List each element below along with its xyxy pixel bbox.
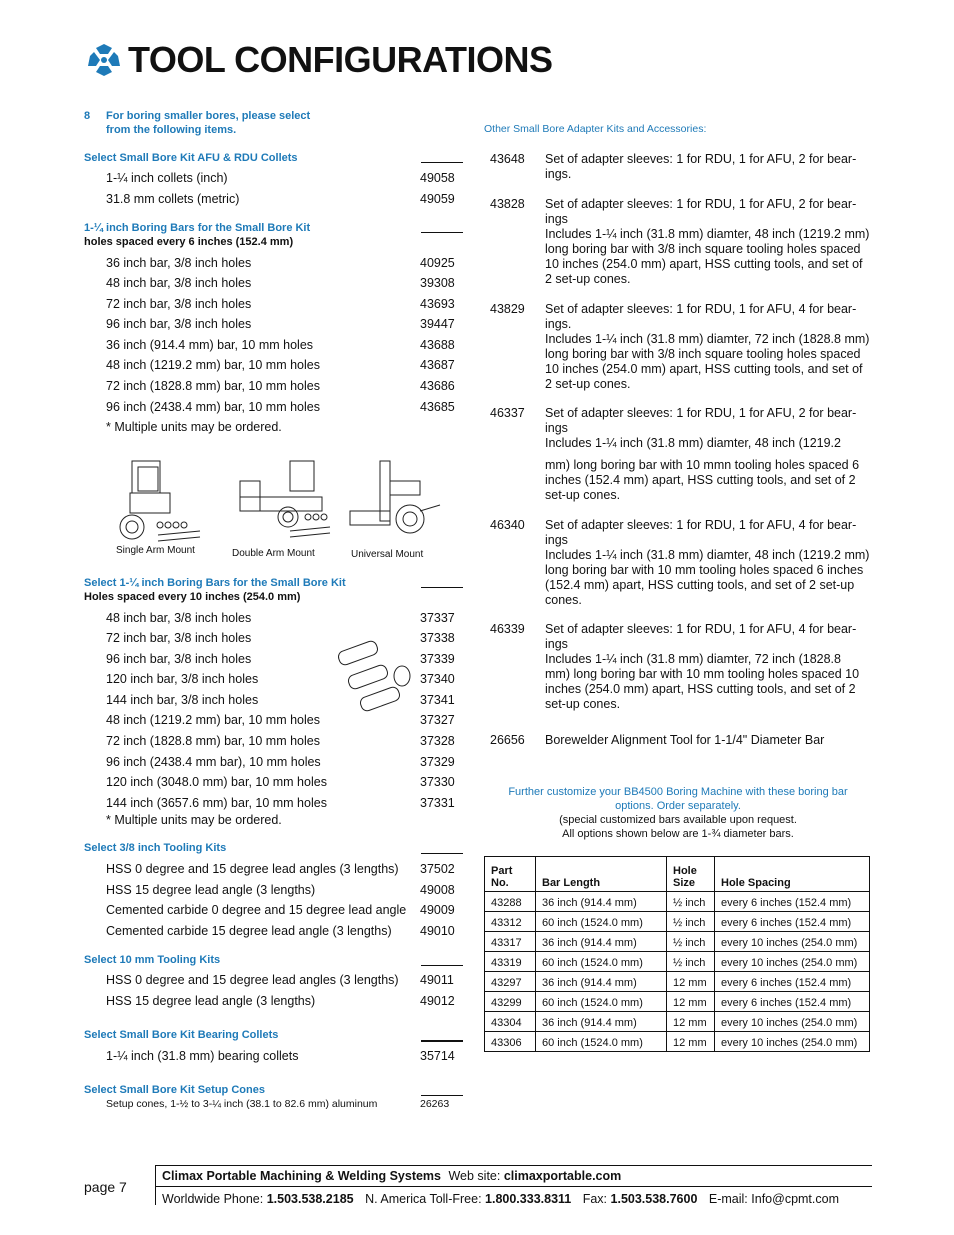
item-part: 49012 <box>420 994 455 1008</box>
col-part: Part No. <box>485 857 536 892</box>
item-part: 37330 <box>420 775 455 789</box>
table-row: 43312 60 inch (1524.0 mm) ½ inch every 6 inches (152.4 mm) <box>485 912 870 932</box>
kit-desc: Set of adapter sleeves: 1 for RDU, 1 for AFU, 4 for bear- ings Includes 1-¼ inch (31.8 mm) diamter, 72 inch (1828.8 mm) long boring bar with 10 mm tooling holes spaced 10 inches (254.0 mm) apart, HSS cutting tools, and set of 2 set-up cones. <box>545 622 860 711</box>
item-part: 43687 <box>420 358 455 372</box>
item-label: 1-¼ inch collets (inch) <box>106 171 228 185</box>
kit-part: 43829 <box>490 302 525 316</box>
item-part: 35714 <box>420 1049 455 1063</box>
item-label: 48 inch bar, 3/8 inch holes <box>106 276 252 290</box>
item-label: 120 inch (3048.0 mm) bar, 10 mm holes <box>106 775 327 789</box>
kit-43648 <box>0 152 900 182</box>
item-label: 48 inch (1219.2 mm) bar, 10 mm holes <box>106 358 320 372</box>
tollfree-number: 1.800.333.8311 <box>485 1192 572 1206</box>
page-title: TOOL CONFIGURATIONS <box>128 39 553 80</box>
footer-contact-line: Worldwide Phone: 1.503.538.2185 N. America Toll-Free: 1.800.333.8311 Fax: 1.503.538.7600 E-mail: Info@cpmt.com <box>162 1192 839 1206</box>
kit-part: 43648 <box>490 152 525 166</box>
right-heading: Other Small Bore Adapter Kits and Accessories: <box>484 123 707 135</box>
item-label: Cemented carbide 15 degree lead angle (3 lengths) <box>106 924 392 938</box>
bars10-subtitle: Holes spaced every 10 inches (254.0 mm) <box>84 591 301 603</box>
item-part: 49011 <box>420 973 454 987</box>
item-label: 36 inch (914.4 mm) bar, 10 mm holes <box>106 338 314 352</box>
item-part: 43685 <box>420 400 455 414</box>
caption-single-arm: Single Arm Mount <box>116 545 195 556</box>
item-part: 49058 <box>420 171 455 185</box>
item-part: 49008 <box>420 883 455 897</box>
item-label: HSS 15 degree lead angle (3 lengths) <box>106 883 316 897</box>
table-row: 43297 36 inch (914.4 mm) 12 mm every 6 inches (152.4 mm) <box>485 972 870 992</box>
item-part: 37328 <box>420 734 455 748</box>
list-item <box>0 993 470 1009</box>
table-row: 43288 36 inch (914.4 mm) ½ inch every 6 inches (152.4 mm) <box>485 892 870 912</box>
item-part: 49010 <box>420 924 455 938</box>
kit-46340 <box>0 518 900 610</box>
note-line-2: from the following items. <box>106 124 237 136</box>
company-name: Climax Portable Machining & Welding Systems <box>162 1169 441 1183</box>
item-label: HSS 0 degree and 15 degree lead angles (3 lengths) <box>106 862 399 876</box>
item-part: 39447 <box>420 317 455 331</box>
list-item <box>0 712 470 728</box>
footer-divider <box>155 1165 156 1205</box>
item-label: 48 inch bar, 3/8 inch holes <box>106 611 252 625</box>
tooling38-rule <box>421 853 463 854</box>
item-label: 144 inch bar, 3/8 inch holes <box>106 693 259 707</box>
customize-note: Further customize your BB4500 Boring Machine with these boring bar options. Order separately. <box>508 786 848 812</box>
tooling10-rule <box>421 965 463 966</box>
item-label: 120 inch bar, 3/8 inch holes <box>106 672 259 686</box>
footnote: * Multiple units may be ordered. <box>106 420 282 434</box>
climax-logo-icon <box>84 40 124 80</box>
caption-double-arm: Double Arm Mount <box>232 548 315 559</box>
item-part: 37338 <box>420 631 455 645</box>
list-item <box>0 754 470 770</box>
kit-desc: Set of adapter sleeves: 1 for RDU, 1 for AFU, 4 for bear- ings Includes 1-¼ inch (31.8 mm) diamter, 48 inch (1219.2 mm) long boring bar with 10 mm tooling holes spaced 6 inches (152.4 mm) apart, HSS cutting tools, and set of 2 set-up cones. <box>545 518 870 607</box>
note-line-1: For boring smaller bores, please select <box>106 110 311 122</box>
tooling10-title: Select 10 mm Tooling Kits <box>84 954 221 966</box>
table-row: 43304 36 inch (914.4 mm) 12 mm every 10 inches (254.0 mm) <box>485 1012 870 1032</box>
item-label: 48 inch (1219.2 mm) bar, 10 mm holes <box>106 713 320 727</box>
kit-part: 26656 <box>490 733 525 747</box>
kit-desc: Set of adapter sleeves: 1 for RDU, 1 for AFU, 2 for bear- ings. <box>545 152 857 181</box>
caption-universal: Universal Mount <box>351 549 424 560</box>
note-number: 8 <box>84 110 91 122</box>
cones-rule <box>421 1095 463 1096</box>
item-label: Setup cones, 1-½ to 3-¼ inch (38.1 to 82.6 mm) aluminum <box>106 1098 378 1110</box>
item-part: 37331 <box>420 796 455 810</box>
bars10-title: Select 1-¼ inch Boring Bars for the Small Bore Kit <box>84 577 346 589</box>
list-item <box>0 795 470 811</box>
footer-rule-mid <box>155 1186 872 1187</box>
item-label: 72 inch bar, 3/8 inch holes <box>106 297 252 311</box>
page-number: page 7 <box>84 1179 127 1195</box>
list-item <box>0 923 470 939</box>
item-part: 37329 <box>420 755 455 769</box>
footer-rule-top <box>155 1165 872 1166</box>
kit-46337 <box>0 406 900 506</box>
collets-title: Select Small Bore Kit AFU & RDU Collets <box>84 152 298 164</box>
kit-desc: Set of adapter sleeves: 1 for RDU, 1 for AFU, 2 for bear- ings Includes 1-¼ inch (31.8 mm) diamter, 48 inch (1219.2 mm) long boring bar with 3/8 inch square tooling holes spaced 10 inches (254.0 mm) apart, HSS cutting tools, and set of 2 set-up cones. <box>545 197 870 286</box>
item-part: 37341 <box>420 693 455 707</box>
fax-number: 1.503.538.7600 <box>610 1192 698 1206</box>
list-item <box>0 861 470 877</box>
item-part: 49059 <box>420 192 455 206</box>
kit-desc: Borewelder Alignment Tool for 1-1/4" Diameter Bar <box>545 733 825 747</box>
item-label: 144 inch (3657.6 mm) bar, 10 mm holes <box>106 796 327 810</box>
item-label: HSS 0 degree and 15 degree lead angles (3 lengths) <box>106 973 399 987</box>
kit-part: 46339 <box>490 622 525 636</box>
table-row: 43299 60 inch (1524.0 mm) 12 mm every 6 inches (152.4 mm) <box>485 992 870 1012</box>
item-part: 40925 <box>420 256 455 270</box>
email-link[interactable]: Info@cpmt.com <box>751 1192 839 1206</box>
list-item <box>0 882 470 898</box>
item-label: 36 inch bar, 3/8 inch holes <box>106 256 252 270</box>
col-length: Bar Length <box>536 857 667 892</box>
item-label: 72 inch bar, 3/8 inch holes <box>106 631 252 645</box>
bars6-subtitle: holes spaced every 6 inches (152.4 mm) <box>84 236 294 248</box>
item-part: 37340 <box>420 672 455 686</box>
item-label: 96 inch bar, 3/8 inch holes <box>106 652 252 666</box>
item-part: 39308 <box>420 276 455 290</box>
kit-43828 <box>0 197 900 289</box>
item-part: 37339 <box>420 652 455 666</box>
kit-part: 46340 <box>490 518 525 532</box>
cones-title: Select Small Bore Kit Setup Cones <box>84 1084 265 1096</box>
list-item <box>0 1048 470 1064</box>
kit-26656 <box>0 733 900 749</box>
item-part: 37337 <box>420 611 455 625</box>
special-note: (special customized bars available upon request. All options shown below are 1-¾ diameter bars. <box>559 814 797 840</box>
kit-desc: Set of adapter sleeves: 1 for RDU, 1 for AFU, 4 for bear- ings. Includes 1-¼ inch (31.8 mm) diamter, 72 inch (1828.8 mm) long boring bar with 3/8 inch square tooling holes spaced 10 inches (254.0 mm) apart, HSS cutting tools, and set of 2 set-up cones. <box>545 302 870 391</box>
footnote: * Multiple units may be ordered. <box>106 813 282 827</box>
list-item <box>0 774 470 790</box>
footer-company-line <box>162 1169 621 1183</box>
table-row: 43319 60 inch (1524.0 mm) ½ inch every 10 inches (254.0 mm) <box>485 952 870 972</box>
kit-desc: Set of adapter sleeves: 1 for RDU, 1 for AFU, 2 for bear- ings Includes 1-¼ inch (31.8 mm) diamter, 48 inch (1219.2 mm) long boring bar with 10 mmn tooling holes spaced 6 inches (152.4 mm) apart, HSS cutting tools, and set of 2 set-up cones. <box>545 406 860 502</box>
phone-number: 1.503.538.2185 <box>266 1192 354 1206</box>
item-part: 43693 <box>420 297 455 311</box>
note-8 <box>84 109 310 137</box>
tooling38-title: Select 3/8 inch Tooling Kits <box>84 842 227 854</box>
bearing-title: Select Small Bore Kit Bearing Collets <box>84 1029 279 1041</box>
col-hole-spacing: Hole Spacing <box>715 857 870 892</box>
list-item <box>0 902 470 918</box>
website-link[interactable]: climaxportable.com <box>503 1169 622 1183</box>
item-part: 43688 <box>420 338 455 352</box>
item-label: 96 inch (2438.4 mm) bar, 10 mm holes <box>106 400 320 414</box>
item-label: 96 inch (2438.4 mm bar), 10 mm holes <box>106 755 321 769</box>
item-label: 1-¼ inch (31.8 mm) bearing collets <box>106 1049 299 1063</box>
item-label: Cemented carbide 0 degree and 15 degree lead angle <box>106 903 407 917</box>
table-header-row <box>485 857 870 892</box>
bars6-title: 1-¼ inch Boring Bars for the Small Bore Kit <box>84 222 311 234</box>
item-part: 26263 <box>420 1098 450 1110</box>
table-row: 43306 60 inch (1524.0 mm) 12 mm every 10 inches (254.0 mm) <box>485 1032 870 1052</box>
item-part: 37502 <box>420 862 455 876</box>
item-label: HSS 15 degree lead angle (3 lengths) <box>106 994 316 1008</box>
item-part: 49009 <box>420 903 455 917</box>
bearing-rule <box>421 1040 463 1042</box>
item-part: 43686 <box>420 379 455 393</box>
kit-46339 <box>0 622 900 714</box>
table-row: 43317 36 inch (914.4 mm) ½ inch every 10 inches (254.0 mm) <box>485 932 870 952</box>
list-item <box>0 1098 470 1112</box>
bar-options-table <box>484 856 870 1052</box>
item-label: 96 inch bar, 3/8 inch holes <box>106 317 252 331</box>
kit-43829 <box>0 302 900 394</box>
item-label: 31.8 mm collets (metric) <box>106 192 240 206</box>
kit-part: 43828 <box>490 197 525 211</box>
col-hole-size: Hole Size <box>667 857 715 892</box>
web-label: Web site: <box>448 1169 501 1183</box>
item-label: 72 inch (1828.8 mm) bar, 10 mm holes <box>106 734 320 748</box>
item-part: 37327 <box>420 713 455 727</box>
kit-part: 46337 <box>490 406 525 420</box>
list-item <box>0 972 470 988</box>
item-label: 72 inch (1828.8 mm) bar, 10 mm holes <box>106 379 320 393</box>
